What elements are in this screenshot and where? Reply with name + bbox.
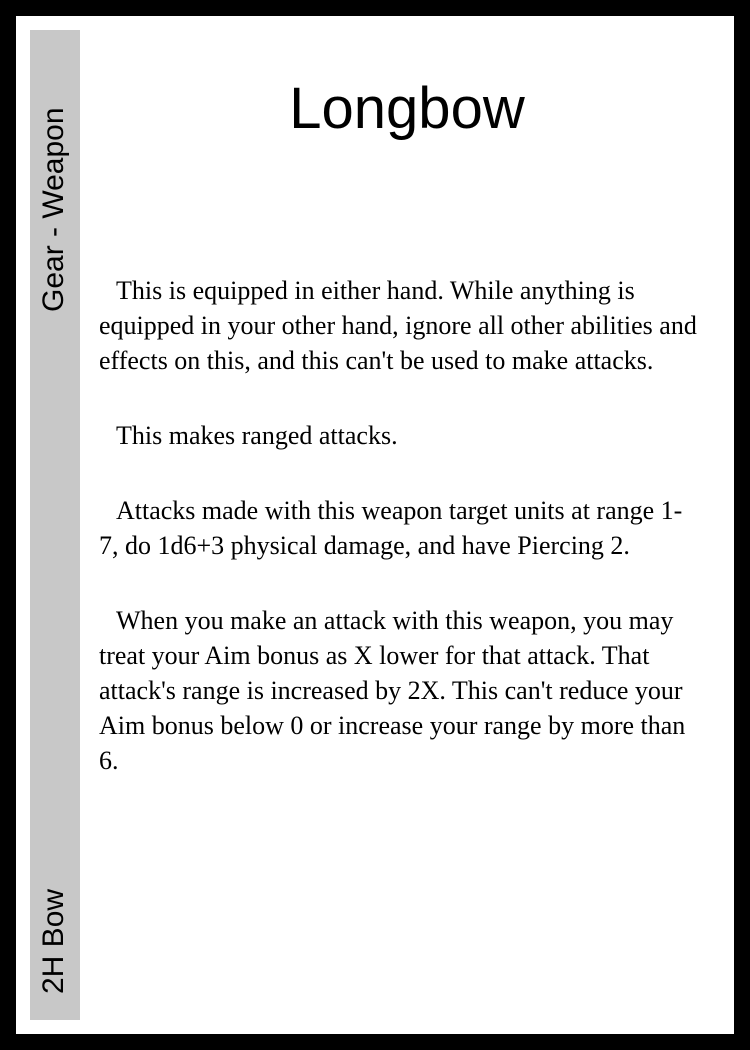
- rules-paragraph-attack: Attacks made with this weapon target units at range 1-7, do 1d6+3 physical damage, and have Piercing 2.: [99, 496, 683, 560]
- rules-paragraph-ranged: This makes ranged attacks.: [116, 421, 398, 450]
- card-subtype-label: 2H Bow: [37, 888, 70, 994]
- card-side-bar: [30, 30, 80, 1020]
- rules-paragraph-equip: This is equipped in either hand. While anything is equipped in your other hand, ignore all other abilities and effects on this, and this can't be used to make attacks.: [99, 276, 697, 375]
- card-category-label: Gear - Weapon: [37, 107, 70, 312]
- card-rules-text: [99, 273, 699, 818]
- card-face: [16, 16, 734, 1034]
- rules-paragraph-aim: When you make an attack with this weapon, you may treat your Aim bonus as X lower for that attack. That attack's range is increased by 2X. This can't reduce your Aim bonus below 0 or increase your range by more than 6.: [99, 606, 686, 775]
- card-title: Longbow: [289, 76, 525, 141]
